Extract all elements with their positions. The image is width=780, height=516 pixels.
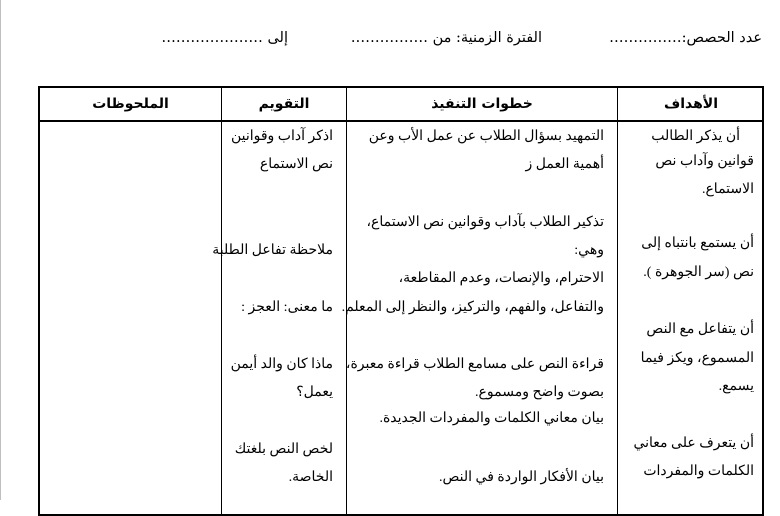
step-line: التمهيد بسؤال الطلاب عن عمل الأب وعن xyxy=(368,129,604,144)
objective-line: المسموع، ويكز فيما xyxy=(640,351,754,366)
evaluation-line: لخص النص بلغتك xyxy=(234,442,333,457)
page-edge xyxy=(0,0,1,500)
evaluation-line: يعمل؟ xyxy=(296,385,333,400)
evaluation-line: اذكر آداب وقوانين xyxy=(230,129,333,144)
step-line: بيان الأفكار الواردة في النص. xyxy=(439,470,604,485)
column-divider xyxy=(221,88,222,514)
objective-line: أن يتفاعل مع النص xyxy=(646,322,754,337)
step-line: وهي: xyxy=(574,243,604,258)
step-line: بيان معاني الكلمات والمفردات الجديدة. xyxy=(379,411,604,426)
step-line: تذكير الطلاب بآداب وقوانين نص الاستماع، xyxy=(366,215,604,230)
evaluation-line: ما معنى: العجز : xyxy=(241,300,333,315)
step-line: أهمية العمل ز xyxy=(525,157,604,172)
step-line: والتفاعل، والفهم، والتركيز، والنظر إلى المعلم. xyxy=(341,300,604,315)
lessons-count-field: عدد الحصص:…………… xyxy=(609,30,762,46)
column-header-notes: الملحوظات xyxy=(92,96,169,112)
step-line: بصوت واضح ومسموع. xyxy=(475,385,604,400)
column-header-evaluation: التقويم xyxy=(258,96,310,112)
objective-line: أن يستمع بانتباه إلى xyxy=(641,236,754,251)
time-period-to-field: إلى ………………… xyxy=(161,30,288,46)
evaluation-line: الخاصة. xyxy=(288,470,333,485)
evaluation-line: نص الاستماع xyxy=(259,157,333,172)
column-header-objectives: الأهداف xyxy=(663,96,719,112)
objective-line: قوانين وآداب نص xyxy=(655,154,754,169)
lesson-plan-table xyxy=(38,86,764,516)
step-line: الاحترام، والإنصات، وعدم المقاطعة، xyxy=(398,271,604,286)
evaluation-line: ماذا كان والد أيمن xyxy=(230,357,333,372)
objective-line: يسمع. xyxy=(718,379,754,394)
evaluation-line: ملاحظة تفاعل الطلبة xyxy=(212,243,333,258)
lesson-header xyxy=(0,30,780,54)
column-divider xyxy=(617,88,618,514)
objective-line: أن يذكر الطالب xyxy=(651,129,740,144)
time-period-from-field: الفترة الزمنية: من ……………. xyxy=(350,30,542,46)
header-divider xyxy=(40,120,762,122)
objective-line: الاستماع. xyxy=(701,182,754,197)
step-line: قراءة النص على مسامع الطلاب قراءة معبرة، xyxy=(345,357,604,372)
objective-line: أن يتعرف على معاني xyxy=(633,436,754,451)
column-header-steps: خطوات التنفيذ xyxy=(431,96,533,112)
objective-line: الكلمات والمفردات xyxy=(643,464,754,479)
objective-line: نص (سر الجوهرة ). xyxy=(643,265,754,280)
